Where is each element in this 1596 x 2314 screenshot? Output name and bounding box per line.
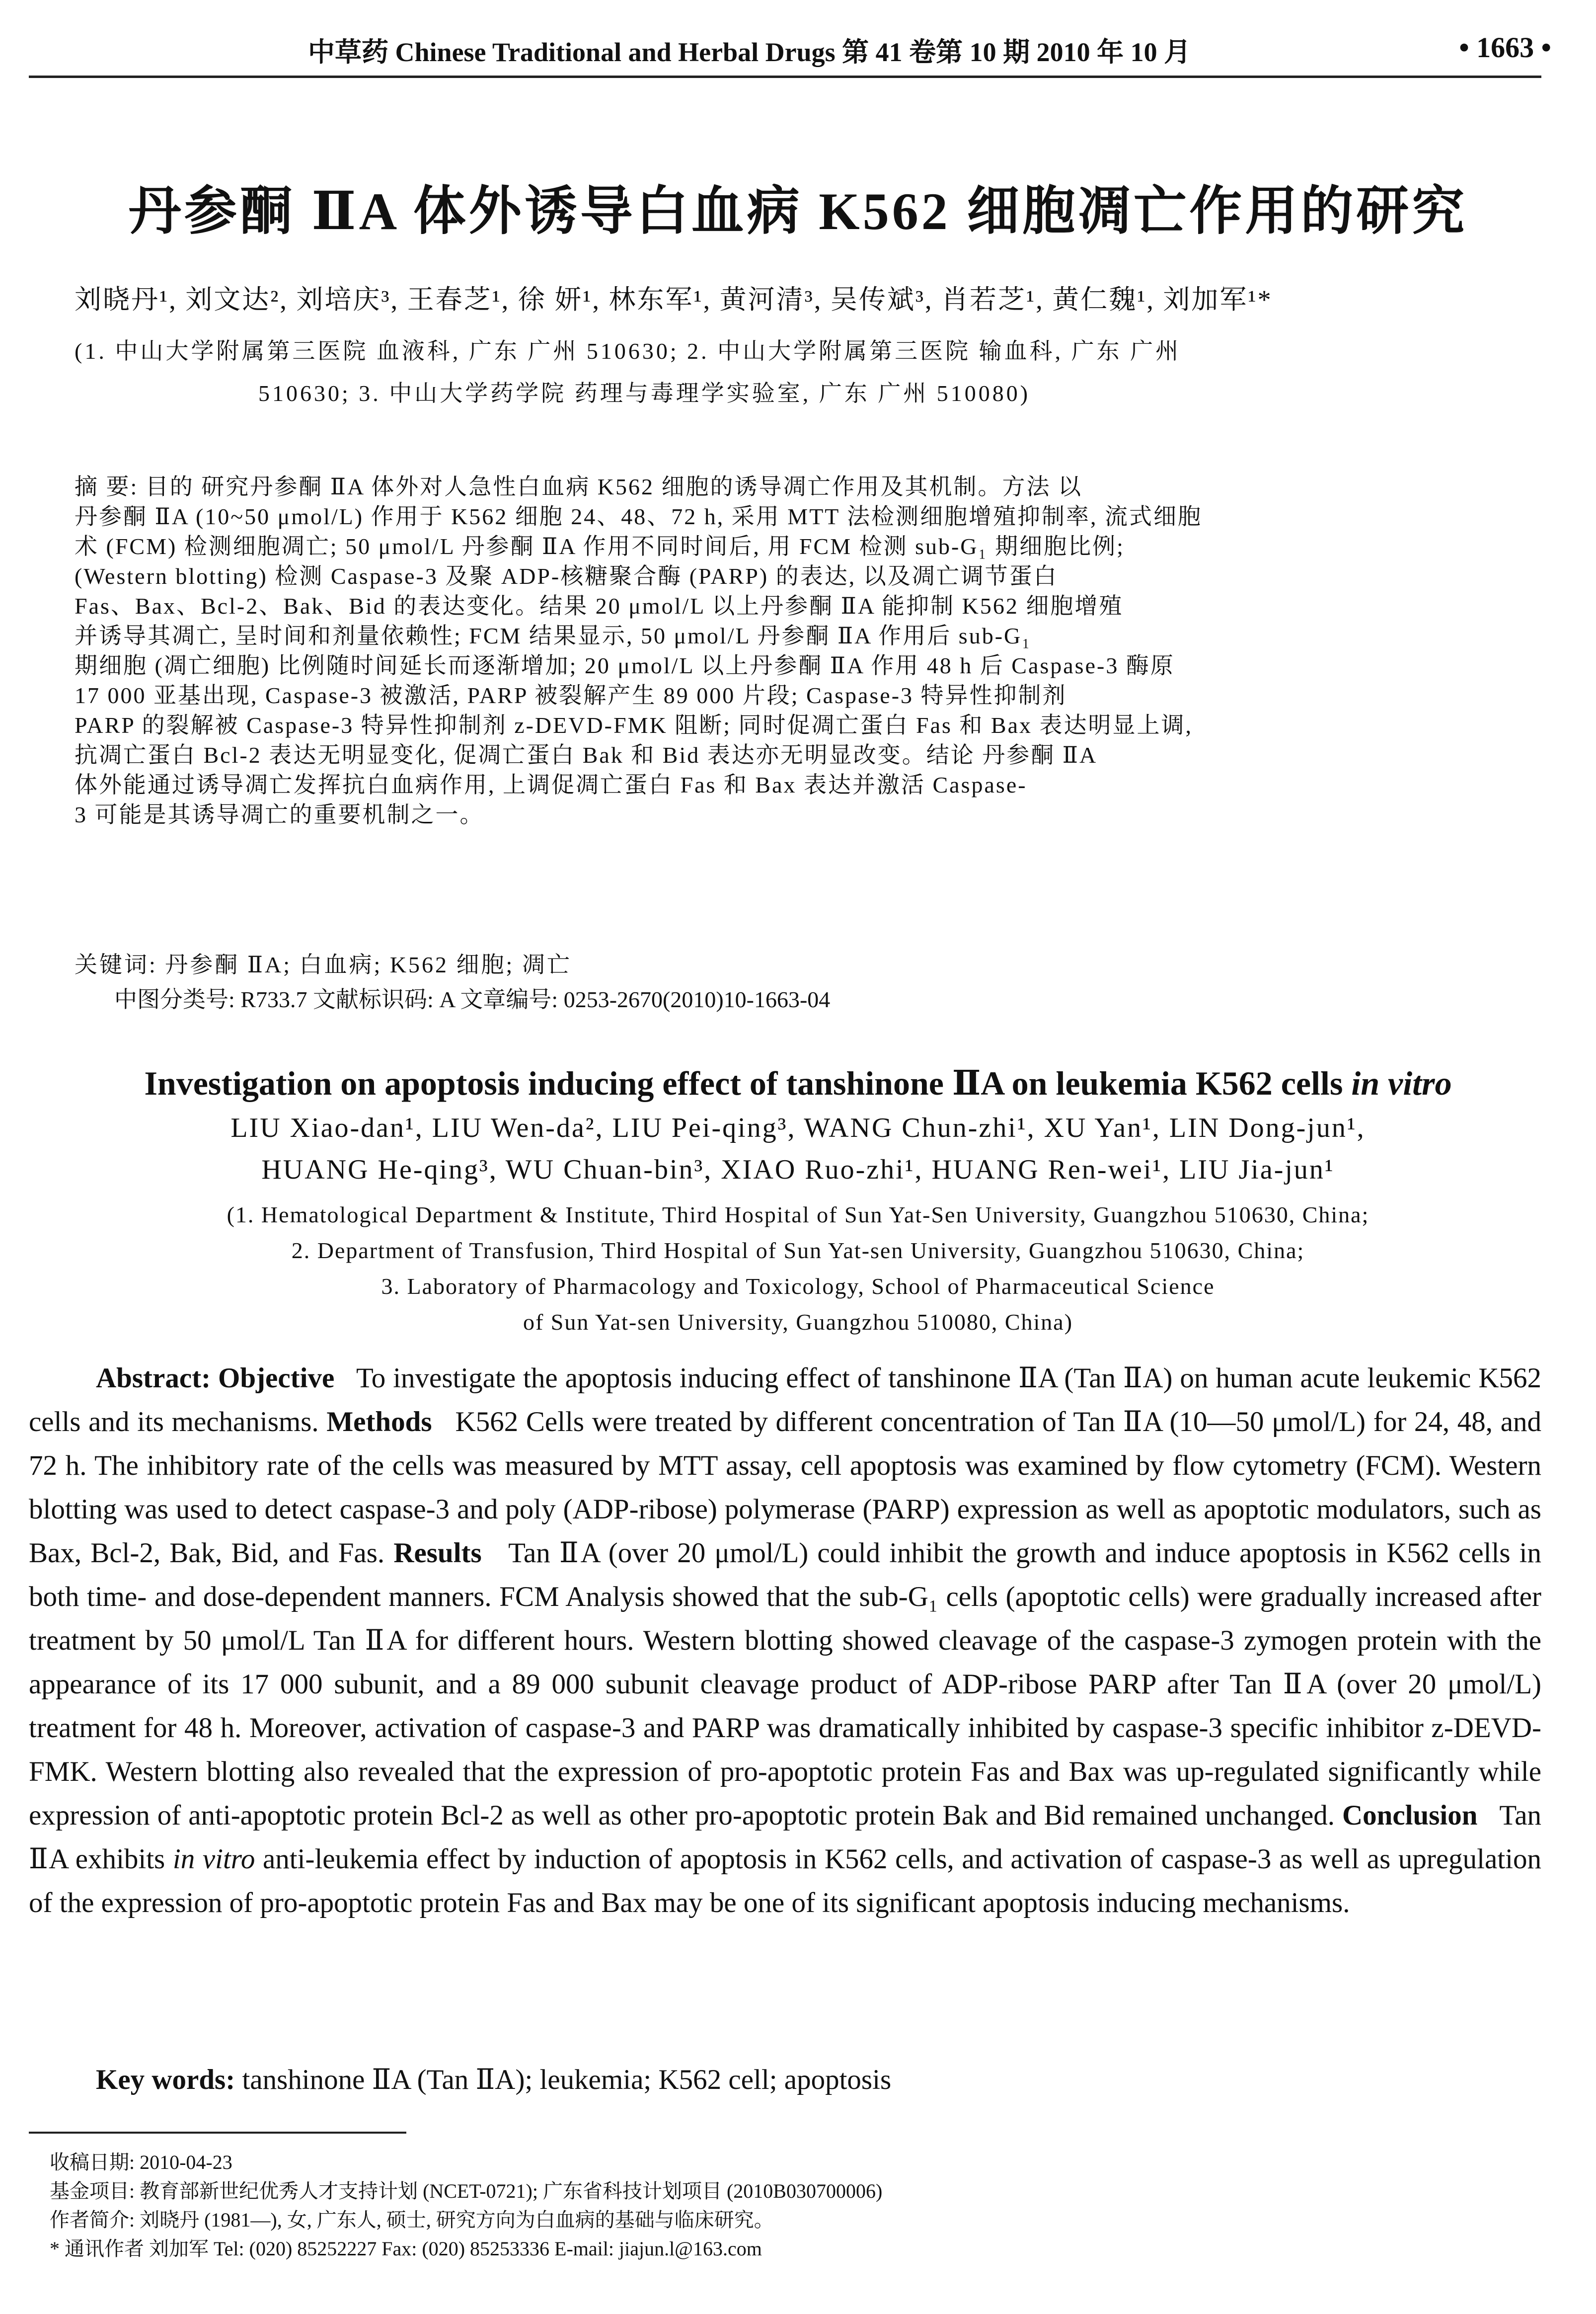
header-rule xyxy=(29,76,1541,78)
chinese-abstract-line: 3 可能是其诱导凋亡的重要机制之一。 xyxy=(75,802,484,827)
chinese-classification: 中图分类号: R733.7 文献标识码: A 文章编号: 0253-2670(2010)10-1663-04 xyxy=(114,987,831,1012)
conclusion-text-pre: Tan ⅡA exhibits xyxy=(29,1800,1541,1875)
english-title-italic: in vitro xyxy=(1351,1064,1452,1102)
chinese-abstract-line: 17 000 亚基出现, Caspase-3 被激活, PARP 被裂解产生 89 000 片段; Caspase-3 特异性抑制剂 xyxy=(75,683,1067,708)
conclusion-label: Conclusion xyxy=(1342,1800,1478,1831)
footnote-author-bio: 作者简介: 刘晓丹 (1981—), 女, 广东人, 硕士, 研究方向为白血病的基础与临床研究。 xyxy=(50,2209,774,2231)
chinese-authors: 刘晓丹¹, 刘文达², 刘培庆³, 王春芝¹, 徐 妍¹, 林东军¹, 黄河清³, 吴传斌³, 肖若芝¹, 黄仁魏¹, 刘加军¹* xyxy=(75,285,1273,315)
objective-label: Objective xyxy=(218,1362,335,1394)
english-affiliation-4: of Sun Yat-sen University, Guangzhou 510080, China) xyxy=(523,1309,1073,1335)
footnote-contact: * 通讯作者 刘加军 Tel: (020) 85252227 Fax: (020) 85253336 E-mail: jiajun.l@163.com xyxy=(50,2237,762,2260)
chinese-abstract-line: 并诱导其凋亡, 呈时间和剂量依赖性; FCM 结果显示, 50 μmol/L 丹参酮 ⅡA 作用后 sub-G₁ xyxy=(75,623,1032,648)
conclusion-text-post: anti-leukemia effect by induction of apoptosis in K562 cells, and activation of caspase-3 as well as upregulation of the expression of pro-apoptotic protein Fas and Bax may be one of its significant apoptosis inducing mechanisms. xyxy=(29,1843,1541,1918)
english-affiliation-3: 3. Laboratory of Pharmacology and Toxicology, School of Pharmaceutical Science xyxy=(381,1274,1215,1299)
english-authors-line1: LIU Xiao-dan¹, LIU Wen-da², LIU Pei-qing³, WANG Chun-zhi¹, XU Yan¹, LIN Dong-jun¹, xyxy=(230,1113,1366,1143)
objective-text: To investigate the apoptosis inducing effect of tanshinone ⅡA (Tan ⅡA) on human acute leukemic K562 cells and its mechanisms. xyxy=(29,1362,1541,1437)
chinese-affiliation-line1: (1. 中山大学附属第三医院 血液科, 广东 广州 510630; 2. 中山大学附属第三医院 输血科, 广东 广州 xyxy=(75,338,1181,364)
english-abstract xyxy=(29,1356,1541,1925)
chinese-keywords: 关键词: 丹参酮 ⅡA; 白血病; K562 细胞; 凋亡 xyxy=(75,952,572,977)
page-number: • 1663 • xyxy=(1459,31,1551,64)
chinese-abstract-line: 丹参酮 ⅡA (10~50 μmol/L) 作用于 K562 细胞 24、48、72 h, 采用 MTT 法检测细胞增殖抑制率, 流式细胞 xyxy=(75,504,1203,529)
chinese-affiliation-line2: 510630; 3. 中山大学药学院 药理与毒理学实验室, 广东 广州 510080) xyxy=(258,381,1031,406)
chinese-abstract-line: 术 (FCM) 检测细胞凋亡; 50 μmol/L 丹参酮 ⅡA 作用不同时间后, 用 FCM 检测 sub-G₁ 期细胞比例; xyxy=(75,534,1125,559)
chinese-abstract-line: 期细胞 (凋亡细胞) 比例随时间延长而逐渐增加; 20 μmol/L 以上丹参酮 ⅡA 作用 48 h 后 Caspase-3 酶原 xyxy=(75,653,1175,678)
chinese-abstract xyxy=(75,472,1520,830)
english-title xyxy=(0,1063,1596,1103)
chinese-abstract-line: 摘 要: 目的 研究丹参酮 ⅡA 体外对人急性白血病 K562 细胞的诱导凋亡作用及其机制。方法 以 xyxy=(75,474,1082,499)
conclusion-italic: in vitro xyxy=(172,1843,255,1875)
chinese-abstract-line: PARP 的裂解被 Caspase-3 特异性抑制剂 z-DEVD-FMK 阻断; 同时促凋亡蛋白 Fas 和 Bax 表达明显上调, xyxy=(75,713,1193,738)
keywords-text: tanshinone ⅡA (Tan ⅡA); leukemia; K562 cell; apoptosis xyxy=(242,2064,892,2095)
english-title-text: Investigation on apoptosis inducing effect of tanshinone ⅡA on leukemia K562 cells xyxy=(144,1064,1343,1102)
abstract-label: Abstract: xyxy=(96,1362,211,1394)
english-authors-line2: HUANG He-qing³, WU Chuan-bin³, XIAO Ruo-zhi¹, HUANG Ren-wei¹, LIU Jia-jun¹ xyxy=(261,1154,1335,1185)
footnote-received: 收稿日期: 2010-04-23 xyxy=(50,2151,232,2173)
chinese-abstract-line: 抗凋亡蛋白 Bcl-2 表达无明显变化, 促凋亡蛋白 Bak 和 Bid 表达亦无明显改变。结论 丹参酮 ⅡA xyxy=(75,742,1098,768)
english-keywords xyxy=(96,2063,891,2096)
footnote-rule xyxy=(29,2132,406,2134)
results-text: Tan ⅡA (over 20 μmol/L) could inhibit the growth and induce apoptosis in K562 cells in both time- and dose-dependent manners. FCM Analysis showed that the sub-G₁ cells (apoptotic cells) were gradually increased after treatment by 50 μmol/L Tan ⅡA for different hours. Western blotting showed cleavage of the caspase-3 zymogen protein with the appearance of its 17 000 subunit, and a 89 000 subunit cleavage product of ADP-ribose PARP after Tan ⅡA (over 20 μmol/L) treatment for 48 h. Moreover, activation of caspase-3 and PARP was dramatically inhibited by caspase-3 specific inhibitor z-DEVD-FMK. Western blotting also revealed that the expression of pro-apoptotic protein Fas and Bax was up-regulated significantly while expression of anti-apoptotic protein Bcl-2 as well as other pro-apoptotic protein Bak and Bid remained unchanged. xyxy=(29,1537,1541,1831)
english-affiliation-2: 2. Department of Transfusion, Third Hospital of Sun Yat-sen University, Guangzhou 510630, China; xyxy=(291,1238,1305,1263)
chinese-abstract-line: Fas、Bax、Bcl-2、Bak、Bid 的表达变化。结果 20 μmol/L 以上丹参酮 ⅡA 能抑制 K562 细胞增殖 xyxy=(75,593,1124,619)
keywords-label: Key words: xyxy=(96,2064,235,2095)
english-affiliation-1: (1. Hematological Department & Institute, Third Hospital of Sun Yat-Sen University, Guangzhou 510630, China; xyxy=(227,1202,1369,1227)
footnote-funding: 基金项目: 教育部新世纪优秀人才支持计划 (NCET-0721); 广东省科技计划项目 (2010B030700006) xyxy=(50,2180,883,2202)
chinese-title: 丹参酮 ⅡA 体外诱导白血病 K562 细胞凋亡作用的研究 xyxy=(128,182,1468,240)
journal-header: 中草药 Chinese Traditional and Herbal Drugs 第 41 卷第 10 期 2010 年 10 月 xyxy=(308,37,1191,67)
chinese-abstract-line: (Western blotting) 检测 Caspase-3 及聚 ADP-核糖聚合酶 (PARP) 的表达, 以及凋亡调节蛋白 xyxy=(75,563,1058,589)
methods-text: K562 Cells were treated by different concentration of Tan ⅡA (10—50 μmol/L) for 24, 48, and 72 h. The inhibitory rate of the cells was measured by MTT assay, cell apoptosis was examined by flow cytometry (FCM). Western blotting was used to detect caspase-3 and poly (ADP-ribose) polymerase (PARP) expression as well as apoptotic modulators, such as Bax, Bcl-2, Bak, Bid, and Fas. xyxy=(29,1406,1542,1569)
chinese-abstract-line: 体外能通过诱导凋亡发挥抗白血病作用, 上调促凋亡蛋白 Fas 和 Bax 表达并激活 Caspase- xyxy=(75,772,1027,798)
results-label: Results xyxy=(393,1537,482,1569)
methods-label: Methods xyxy=(326,1406,432,1437)
